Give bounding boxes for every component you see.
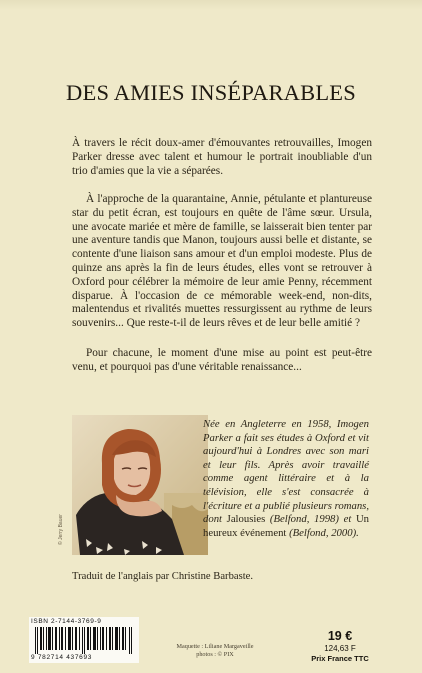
price-euro: 19 € <box>327 629 353 643</box>
bio-text-3: (Belfond, 2000). <box>286 526 359 539</box>
maquette-credit: Maquette : Liliane Margaveille <box>176 643 254 650</box>
author-photo <box>72 415 208 555</box>
isbn-number: ISBN 2-7144-3769-9 <box>31 618 102 625</box>
barcode-image <box>33 627 135 654</box>
design-credits <box>160 643 270 659</box>
blurb-paragraph-1: À travers le récit doux-amer d'émouvantes retrouvailles, Imogen Parker dresse avec talent et humour le portrait inoubliable d'un trio d'amies que la vie a séparées. <box>72 137 372 177</box>
barcode-panel <box>29 617 139 663</box>
bio-book-1: Jalousies <box>226 513 266 526</box>
cover-top-edge <box>0 0 422 10</box>
ean-number: 9 782714 437693 <box>31 654 93 661</box>
bio-text-2: (Belfond, 1998) et <box>265 513 356 526</box>
book-title: DES AMIES INSÉPARABLES <box>66 80 356 105</box>
bio-text-1: Née en Angleterre en 1958, Imogen Parker a fait ses études à Oxford et vit aujourd'hui à Londres avec son mari et leur fils. Après avoir travaillé comme agent littéraire et à la télévision, elle s'est consacrée à l'écriture et a publié plusieurs romans, dont <box>203 418 369 526</box>
price-franc: 124,63 F <box>324 644 356 653</box>
translator-credit: Traduit de l'anglais par Christine Barbaste. <box>72 571 253 582</box>
price-block <box>298 629 382 664</box>
author-bio <box>203 418 369 540</box>
photos-credit: photos : © PIX <box>196 651 234 658</box>
price-label: Prix France TTC <box>311 654 369 663</box>
blurb-paragraph-2: À l'approche de la quarantaine, Annie, pétulante et plantureuse star du petit écran, est toujours en quête de l'âme sœur. Ursula, une avocate mariée et mère de famille, se laisserait bien tenter par une aventure tandis que Manon, toujours aussi belle et distante, se contente d'une liaison sans amour et d'un emploi modeste. Plus de quinze ans après la fin de leurs études, elles vont se retrouver à Oxford pour célébrer la mémoire de leur amie Penny, récemment disparue. À l'occasion de ce mémorable week-end, non-dits, malentendus et rivalités muettes ressurgissent au rythme de leurs souvenirs... Que reste-t-il de leurs rêves et de leur belle amitié ? <box>72 193 372 330</box>
photo-credit: © Jerry Bauer <box>58 514 64 545</box>
bio-book-2: Un heureux événement <box>203 513 369 539</box>
blurb-paragraph-3: Pour chacune, le moment d'une mise au point est peut-être venu, et pourquoi pas d'une véritable renaissance... <box>72 347 372 373</box>
